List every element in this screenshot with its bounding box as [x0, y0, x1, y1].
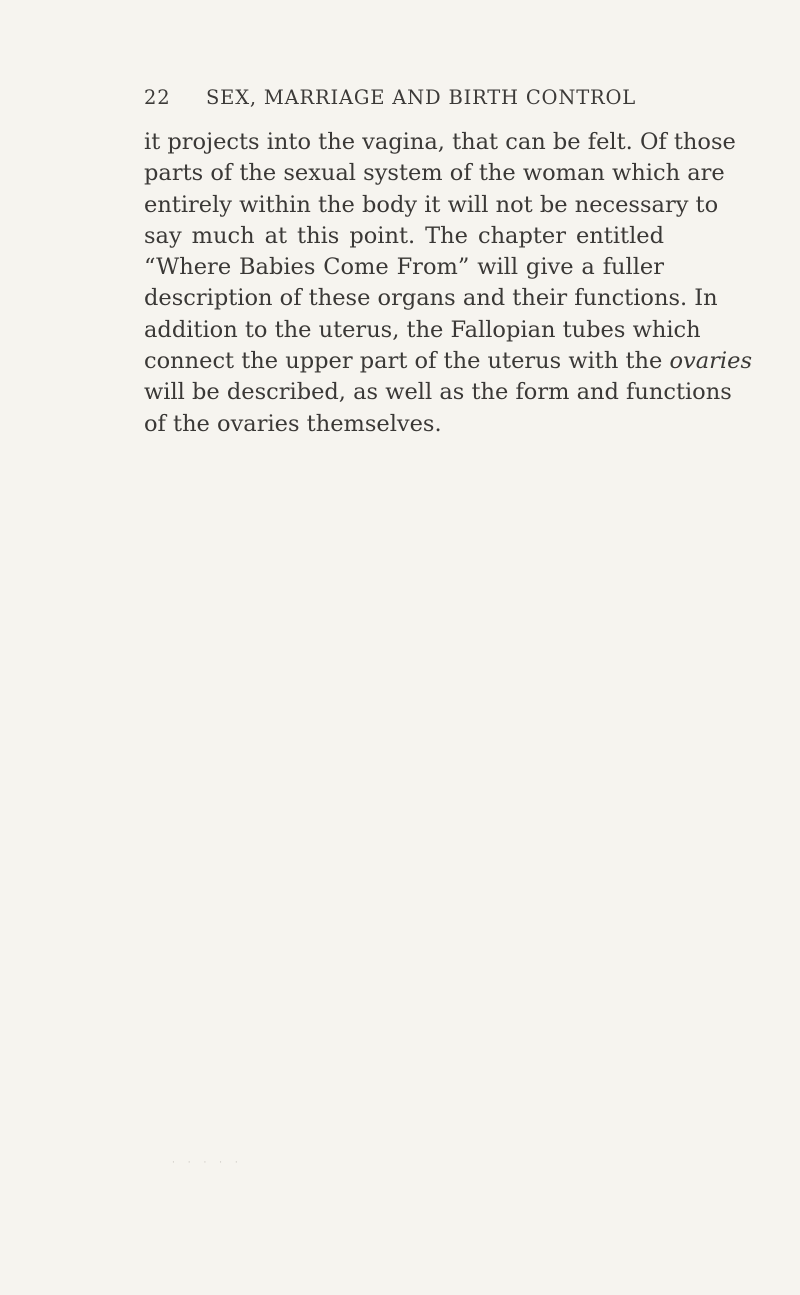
body-paragraph	[144, 127, 752, 440]
text-line: “Where Babies Come From” will give a fuller	[144, 254, 664, 281]
running-head: SEX, MARRIAGE AND BIRTH CONTROL	[206, 86, 637, 109]
page-number: 22	[144, 86, 171, 109]
text-segment: connect the upper part of the uterus with the	[144, 348, 670, 375]
text-line: say much at this point. The chapter entitled	[144, 222, 664, 249]
paper-specks: · · · · ·	[172, 1158, 243, 1168]
text-line: parts of the sexual system of the woman which are	[144, 160, 725, 187]
text-line: entirely within the body it will not be necessary to	[144, 191, 719, 218]
page-header	[144, 86, 650, 109]
text-line: it projects into the vagina, that can be felt. Of those	[144, 129, 736, 155]
italic-term: ovaries	[669, 348, 752, 375]
text-line	[144, 346, 752, 377]
text-line: description of these organs and their functions. In	[144, 285, 718, 312]
text-line: addition to the uterus, the Fallopian tubes which	[144, 316, 701, 343]
text-line: of the ovaries themselves.	[144, 410, 442, 437]
text-line: will be described, as well as the form and functions	[144, 379, 732, 406]
